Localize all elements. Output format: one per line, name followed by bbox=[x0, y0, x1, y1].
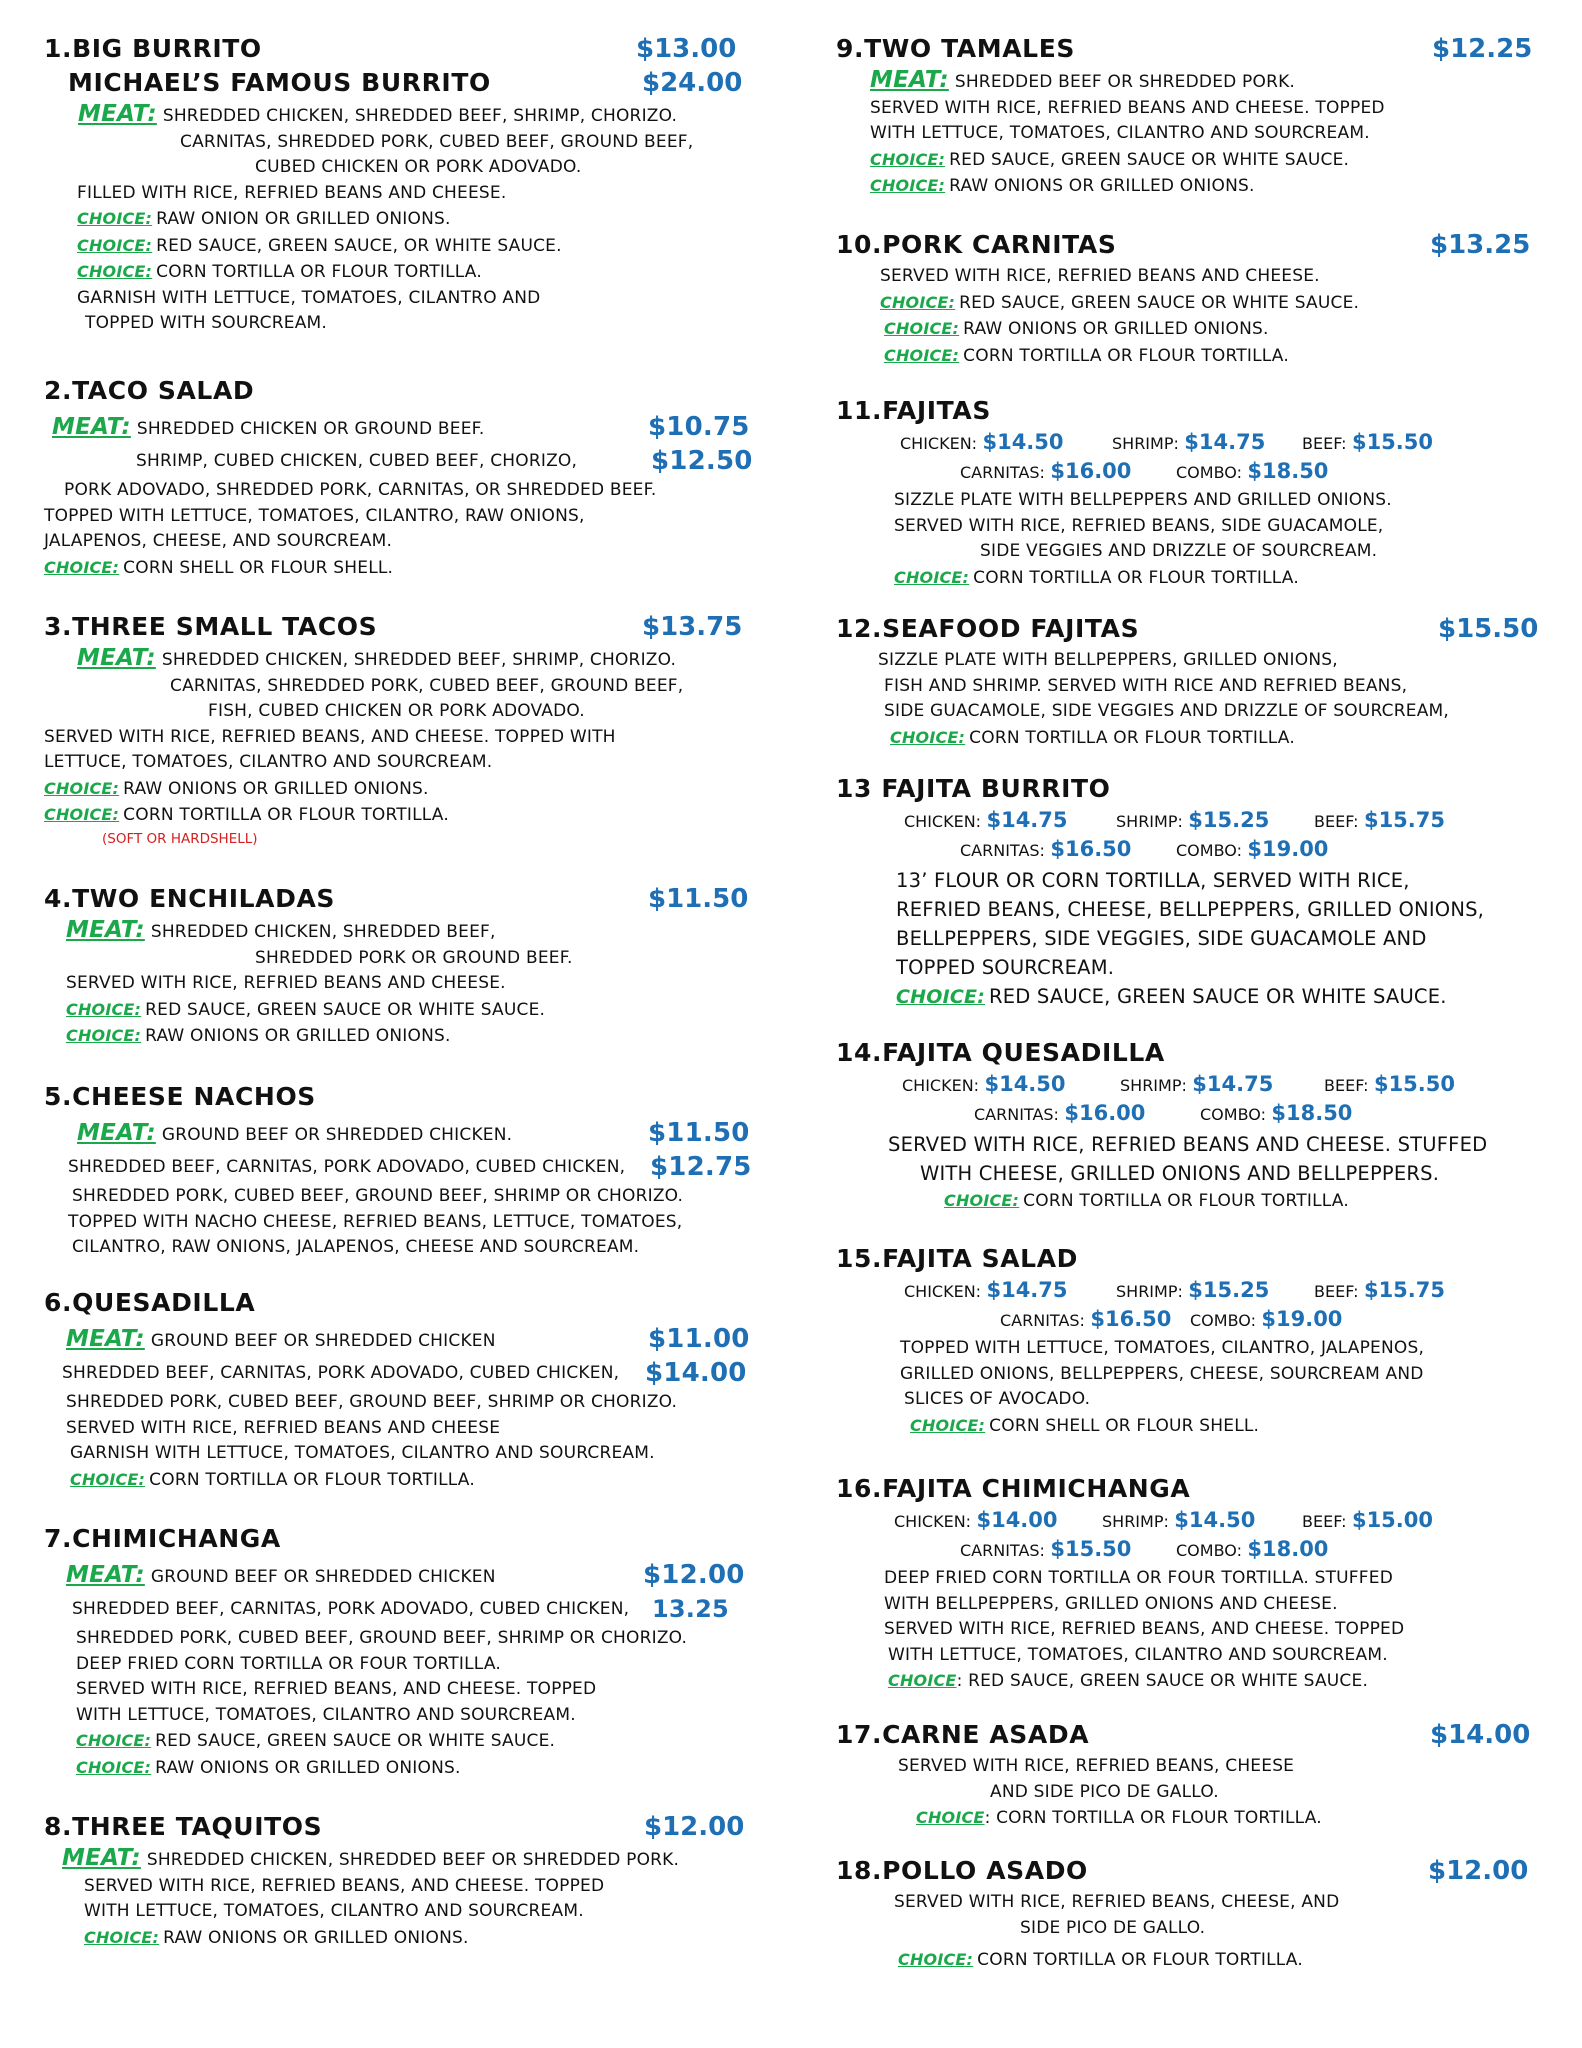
option-combo: COMBO: $19.00 bbox=[1176, 837, 1329, 861]
description-line: SERVED WITH RICE, REFRIED BEANS AND CHEESE. bbox=[66, 973, 506, 993]
meat-line: GROUND BEEF OR SHREDDED CHICKEN bbox=[150, 1567, 496, 1587]
choice-text: CORN SHELL OR FLOUR SHELL. bbox=[123, 557, 394, 578]
choice-text: CORN TORTILLA OR FLOUR TORTILLA. bbox=[123, 805, 449, 825]
description-line: WITH LETTUCE, TOMATOES, CILANTRO AND SOURCREAM. bbox=[84, 1901, 584, 1921]
meat-line: CARNITAS, SHREDDED PORK, CUBED BEEF, GROUND BEEF, bbox=[170, 675, 684, 696]
menu-item-pollo-asado bbox=[836, 1856, 1548, 1976]
description-line: GRILLED ONIONS, BELLPEPPERS, CHEESE, SOURCREAM AND bbox=[900, 1363, 1424, 1384]
description-line: WITH CHEESE, GRILLED ONIONS AND BELLPEPPERS. bbox=[920, 1162, 1440, 1185]
choice-text: RAW ONIONS OR GRILLED ONIONS. bbox=[123, 778, 429, 799]
choice-label: CHOICE: bbox=[77, 235, 153, 255]
menu-item-two-enchiladas bbox=[44, 884, 764, 1080]
item-price: $11.00 bbox=[648, 1324, 750, 1354]
item-price: $14.00 bbox=[1430, 1720, 1531, 1750]
meat-line: SHREDDED CHICKEN OR GROUND BEEF. bbox=[136, 419, 485, 439]
item-title: 16.FAJITA CHIMICHANGA bbox=[836, 1474, 1191, 1503]
item-title: 4.TWO ENCHILADAS bbox=[44, 884, 336, 913]
meat-label: MEAT: bbox=[62, 1845, 141, 1871]
meat-line: SHREDDED CHICKEN, SHREDDED BEEF OR SHREDDED PORK. bbox=[146, 1850, 680, 1870]
item-price: $14.00 bbox=[645, 1358, 747, 1388]
choice-text: CORN TORTILLA OR FLOUR TORTILLA. bbox=[149, 1469, 475, 1490]
choice-text: CORN SHELL OR FLOUR SHELL. bbox=[989, 1415, 1260, 1436]
menu-item-three-taquitos bbox=[44, 1812, 764, 1962]
choice-text: RED SAUCE, GREEN SAUCE, OR WHITE SAUCE. bbox=[156, 235, 562, 256]
option-chicken: CHICKEN: $14.50 bbox=[900, 430, 1064, 454]
description-line: SERVED WITH RICE, REFRIED BEANS AND CHEESE. STUFFED bbox=[888, 1133, 1488, 1156]
choice-label: CHOICE bbox=[888, 1671, 957, 1690]
choice-text: RED SAUCE, GREEN SAUCE OR WHITE SAUCE. bbox=[949, 149, 1350, 170]
choice-label: CHOICE: bbox=[44, 557, 120, 577]
description-line: WITH BELLPEPPERS, GRILLED ONIONS AND CHEESE. bbox=[884, 1593, 1338, 1614]
description-line: TOPPED SOURCREAM. bbox=[896, 956, 1115, 979]
choice-label: CHOICE: bbox=[894, 567, 970, 587]
item-price: $12.00 bbox=[1428, 1856, 1529, 1886]
meat-line: SHREDDED BEEF, CARNITAS, PORK ADOVADO, CUBED CHICKEN, bbox=[62, 1363, 620, 1383]
choice-text: RED SAUCE, GREEN SAUCE OR WHITE SAUCE. bbox=[959, 292, 1360, 313]
item-price: $13.00 bbox=[636, 34, 737, 64]
item-price: $10.75 bbox=[648, 412, 750, 442]
option-beef: BEEF: $15.50 bbox=[1302, 430, 1433, 454]
choice-label: CHOICE: bbox=[884, 345, 960, 365]
option-chicken: CHICKEN: $14.00 bbox=[894, 1508, 1058, 1532]
description-line: SLICES OF AVOCADO. bbox=[904, 1389, 1091, 1409]
meat-line: SHREDDED CHICKEN, SHREDDED BEEF, SHRIMP, CHORIZO. bbox=[161, 650, 677, 670]
description-line: FILLED WITH RICE, REFRIED BEANS AND CHEESE. bbox=[77, 182, 507, 203]
description-line: SHREDDED PORK, CUBED BEEF, GROUND BEEF, SHRIMP OR CHORIZO. bbox=[66, 1392, 678, 1412]
description-line: SERVED WITH RICE, REFRIED BEANS, AND CHEESE. TOPPED bbox=[884, 1619, 1405, 1639]
description-line: SIZZLE PLATE WITH BELLPEPPERS, GRILLED ONIONS, bbox=[878, 650, 1338, 670]
option-beef: BEEF: $15.75 bbox=[1314, 808, 1445, 832]
item-subtitle: MICHAEL’S FAMOUS BURRITO bbox=[68, 68, 491, 97]
item-price: $12.25 bbox=[1432, 34, 1533, 64]
menu-item-three-small-tacos bbox=[44, 612, 764, 870]
item-price: $11.50 bbox=[648, 884, 749, 914]
description-line: WITH LETTUCE, TOMATOES, CILANTRO AND SOURCREAM. bbox=[888, 1644, 1388, 1665]
choice-label: CHOICE: bbox=[944, 1191, 1020, 1210]
description-line: GARNISH WITH LETTUCE, TOMATOES, CILANTRO AND SOURCREAM. bbox=[70, 1443, 655, 1463]
choice-text: RAW ONION OR GRILLED ONIONS. bbox=[156, 209, 451, 229]
meat-label: MEAT: bbox=[77, 645, 156, 671]
option-shrimp: SHRIMP: $14.50 bbox=[1102, 1508, 1256, 1532]
menu-item-taco-salad bbox=[44, 376, 764, 608]
choice-text: RAW ONIONS OR GRILLED ONIONS. bbox=[163, 1927, 469, 1948]
meat-label: MEAT: bbox=[66, 1326, 145, 1352]
description-line: SERVED WITH RICE, REFRIED BEANS, SIDE GUACAMOLE, bbox=[894, 515, 1384, 536]
choice-text: CORN TORTILLA OR FLOUR TORTILLA. bbox=[1023, 1191, 1349, 1211]
choice-label: CHOICE: bbox=[76, 1757, 152, 1777]
menu-item-big-burrito bbox=[44, 34, 764, 366]
choice-text: CORN TORTILLA OR FLOUR TORTILLA. bbox=[969, 727, 1295, 748]
item-title: 13 FAJITA BURRITO bbox=[836, 774, 1111, 803]
item-price: $12.00 bbox=[644, 1812, 745, 1842]
choice-label: CHOICE: bbox=[910, 1415, 986, 1435]
item-subtitle-price: $24.00 bbox=[642, 68, 743, 98]
item-price: $13.25 bbox=[1430, 230, 1531, 260]
meat-label: MEAT: bbox=[66, 917, 145, 943]
option-combo: COMBO: $18.50 bbox=[1200, 1101, 1353, 1125]
item-title: 10.PORK CARNITAS bbox=[836, 230, 1117, 259]
meat-label: MEAT: bbox=[77, 1120, 156, 1146]
description-line: SIZZLE PLATE WITH BELLPEPPERS AND GRILLED ONIONS. bbox=[894, 490, 1392, 510]
description-line: SHREDDED PORK, CUBED BEEF, GROUND BEEF, SHRIMP OR CHORIZO. bbox=[76, 1628, 688, 1648]
choice-label: CHOICE: bbox=[884, 319, 960, 338]
item-title: 1.BIG BURRITO bbox=[44, 34, 262, 63]
meat-line: CARNITAS, SHREDDED PORK, CUBED BEEF, GROUND BEEF, bbox=[180, 131, 694, 152]
choice-text: RAW ONIONS OR GRILLED ONIONS. bbox=[949, 176, 1255, 196]
choice-label: CHOICE: bbox=[77, 262, 153, 281]
item-title: 6.QUESADILLA bbox=[44, 1288, 256, 1317]
meat-label: MEAT: bbox=[52, 414, 131, 440]
meat-line: SHREDDED PORK OR GROUND BEEF. bbox=[255, 947, 573, 968]
choice-label: CHOICE: bbox=[66, 999, 142, 1019]
menu-item-two-tamales bbox=[836, 34, 1548, 230]
description-line: SIDE PICO DE GALLO. bbox=[1020, 1917, 1206, 1938]
item-price: $12.50 bbox=[651, 446, 753, 476]
choice-label: CHOICE: bbox=[66, 1026, 142, 1045]
meat-label: MEAT: bbox=[78, 101, 157, 127]
item-title: 17.CARNE ASADA bbox=[836, 1720, 1090, 1749]
description-line: SERVED WITH RICE, REFRIED BEANS, AND CHEESE. TOPPED WITH bbox=[44, 726, 616, 747]
option-beef: BEEF: $15.00 bbox=[1302, 1508, 1433, 1532]
meat-line: GROUND BEEF OR SHREDDED CHICKEN. bbox=[161, 1125, 513, 1145]
option-chicken: CHICKEN: $14.50 bbox=[902, 1072, 1066, 1096]
description-line: SIDE VEGGIES AND DRIZZLE OF SOURCREAM. bbox=[980, 541, 1378, 561]
option-shrimp: SHRIMP: $14.75 bbox=[1120, 1072, 1274, 1096]
menu-item-fajita-salad bbox=[836, 1244, 1548, 1474]
option-combo: COMBO: $18.00 bbox=[1176, 1537, 1329, 1561]
description-line: GARNISH WITH LETTUCE, TOMATOES, CILANTRO AND bbox=[77, 287, 541, 308]
choice-label: CHOICE: bbox=[870, 176, 946, 195]
choice-label: CHOICE: bbox=[84, 1927, 160, 1947]
menu-item-fajita-burrito bbox=[836, 774, 1548, 1038]
option-combo: COMBO: $19.00 bbox=[1190, 1307, 1343, 1331]
description-line: WITH LETTUCE, TOMATOES, CILANTRO AND SOURCREAM. bbox=[76, 1704, 576, 1725]
menu-item-cheese-nachos bbox=[44, 1082, 764, 1286]
item-price: $15.50 bbox=[1438, 614, 1539, 644]
choice-text: : CORN TORTILLA OR FLOUR TORTILLA. bbox=[984, 1808, 1322, 1828]
item-title: 3.THREE SMALL TACOS bbox=[44, 612, 378, 641]
choice-text: RED SAUCE, GREEN SAUCE OR WHITE SAUCE. bbox=[989, 985, 1447, 1008]
item-title: 9.TWO TAMALES bbox=[836, 34, 1075, 63]
description-line: TOPPED WITH SOURCREAM. bbox=[85, 313, 328, 333]
description-line: JALAPENOS, CHEESE, AND SOURCREAM. bbox=[44, 531, 393, 551]
choice-label: CHOICE: bbox=[77, 209, 153, 228]
description-line: FISH AND SHRIMP. SERVED WITH RICE AND REFRIED BEANS, bbox=[884, 675, 1408, 696]
item-title: 2.TACO SALAD bbox=[44, 376, 255, 405]
meat-label: MEAT: bbox=[870, 67, 949, 93]
note-text: (SOFT OR HARDSHELL) bbox=[102, 830, 258, 847]
option-carnitas: CARNITAS: $16.00 bbox=[960, 459, 1132, 483]
description-line: WITH LETTUCE, TOMATOES, CILANTRO AND SOURCREAM. bbox=[870, 123, 1370, 143]
description-line: SERVED WITH RICE, REFRIED BEANS, CHEESE, AND bbox=[894, 1892, 1340, 1912]
meat-line: SHREDDED CHICKEN, SHREDDED BEEF, SHRIMP, CHORIZO. bbox=[162, 106, 678, 126]
item-price: $12.00 bbox=[643, 1560, 745, 1590]
item-price: $13.75 bbox=[642, 612, 743, 642]
menu-item-fajita-chimichanga bbox=[836, 1474, 1548, 1720]
description-line: PORK ADOVADO, SHREDDED PORK, CARNITAS, OR SHREDDED BEEF. bbox=[64, 480, 657, 500]
item-title: 5.CHEESE NACHOS bbox=[44, 1082, 316, 1111]
menu-item-fajitas bbox=[836, 396, 1548, 614]
option-carnitas: CARNITAS: $16.00 bbox=[974, 1101, 1146, 1125]
choice-label: CHOICE bbox=[916, 1808, 985, 1827]
description-line: TOPPED WITH NACHO CHEESE, REFRIED BEANS, LETTUCE, TOMATOES, bbox=[68, 1211, 683, 1232]
item-price: 13.25 bbox=[652, 1595, 729, 1623]
meat-line: SHREDDED BEEF, CARNITAS, PORK ADOVADO, CUBED CHICKEN, bbox=[68, 1157, 626, 1177]
item-title: 15.FAJITA SALAD bbox=[836, 1244, 1079, 1273]
choice-text: CORN TORTILLA OR FLOUR TORTILLA. bbox=[973, 567, 1299, 588]
option-carnitas: CARNITAS: $16.50 bbox=[1000, 1307, 1172, 1331]
choice-text: CORN TORTILLA OR FLOUR TORTILLA. bbox=[977, 1950, 1303, 1970]
menu-item-quesadilla bbox=[44, 1288, 764, 1524]
meat-line: CUBED CHICKEN OR PORK ADOVADO. bbox=[255, 157, 582, 177]
menu-item-seafood-fajitas bbox=[836, 614, 1548, 774]
menu-item-carne-asada bbox=[836, 1720, 1548, 1856]
description-line: REFRIED BEANS, CHEESE, BELLPEPPERS, GRILLED ONIONS, bbox=[896, 898, 1485, 921]
choice-text: RED SAUCE, GREEN SAUCE OR WHITE SAUCE. bbox=[145, 999, 546, 1020]
choice-text: RAW ONIONS OR GRILLED ONIONS. bbox=[155, 1757, 461, 1778]
description-line: SERVED WITH RICE, REFRIED BEANS AND CHEESE. bbox=[880, 266, 1320, 286]
meat-line: SHRIMP, CUBED CHICKEN, CUBED BEEF, CHORIZO, bbox=[136, 451, 578, 471]
meat-line: SHREDDED BEEF OR SHREDDED PORK. bbox=[954, 72, 1296, 92]
description-line: 13’ FLOUR OR CORN TORTILLA, SERVED WITH RICE, bbox=[896, 869, 1410, 892]
choice-text: RAW ONIONS OR GRILLED ONIONS. bbox=[145, 1026, 451, 1046]
description-line: DEEP FRIED CORN TORTILLA OR FOUR TORTILLA. bbox=[76, 1653, 501, 1674]
menu-item-chimichanga bbox=[44, 1524, 764, 1812]
choice-label: CHOICE: bbox=[896, 986, 985, 1008]
menu-column-left bbox=[44, 34, 764, 1962]
description-line: AND SIDE PICO DE GALLO. bbox=[990, 1781, 1219, 1802]
option-beef: BEEF: $15.50 bbox=[1324, 1072, 1455, 1096]
choice-text: : RED SAUCE, GREEN SAUCE OR WHITE SAUCE. bbox=[956, 1671, 1369, 1691]
choice-text: RED SAUCE, GREEN SAUCE OR WHITE SAUCE. bbox=[155, 1731, 556, 1751]
description-line: CILANTRO, RAW ONIONS, JALAPENOS, CHEESE AND SOURCREAM. bbox=[72, 1237, 640, 1257]
description-line: SERVED WITH RICE, REFRIED BEANS, CHEESE bbox=[898, 1756, 1295, 1776]
option-carnitas: CARNITAS: $15.50 bbox=[960, 1537, 1132, 1561]
description-line: SIDE GUACAMOLE, SIDE VEGGIES AND DRIZZLE OF SOURCREAM, bbox=[884, 701, 1449, 721]
option-chicken: CHICKEN: $14.75 bbox=[904, 808, 1068, 832]
choice-label: CHOICE: bbox=[890, 727, 966, 747]
option-shrimp: SHRIMP: $15.25 bbox=[1116, 808, 1270, 832]
choice-label: CHOICE: bbox=[44, 778, 120, 798]
choice-text: RAW ONIONS OR GRILLED ONIONS. bbox=[963, 319, 1269, 339]
choice-label: CHOICE: bbox=[898, 1950, 974, 1969]
menu-column-right bbox=[836, 34, 1548, 1976]
item-title: 11.FAJITAS bbox=[836, 396, 991, 425]
menu-item-fajita-quesadilla bbox=[836, 1038, 1548, 1244]
item-title: 18.POLLO ASADO bbox=[836, 1856, 1088, 1885]
description-line: SHREDDED PORK, CUBED BEEF, GROUND BEEF, SHRIMP OR CHORIZO. bbox=[72, 1186, 684, 1206]
description-line: SERVED WITH RICE, REFRIED BEANS, AND CHEESE. TOPPED bbox=[84, 1875, 605, 1896]
meat-line: SHREDDED CHICKEN, SHREDDED BEEF, bbox=[150, 922, 496, 942]
description-line: LETTUCE, TOMATOES, CILANTRO AND SOURCREAM. bbox=[44, 752, 493, 772]
choice-label: CHOICE: bbox=[870, 149, 946, 169]
description-line: BELLPEPPERS, SIDE VEGGIES, SIDE GUACAMOLE AND bbox=[896, 927, 1427, 950]
option-chicken: CHICKEN: $14.75 bbox=[904, 1278, 1068, 1302]
item-title: 12.SEAFOOD FAJITAS bbox=[836, 614, 1140, 643]
description-line: SERVED WITH RICE, REFRIED BEANS, AND CHEESE. TOPPED bbox=[76, 1679, 597, 1699]
option-combo: COMBO: $18.50 bbox=[1176, 459, 1329, 483]
item-title: 14.FAJITA QUESADILLA bbox=[836, 1038, 1165, 1067]
item-price: $11.50 bbox=[648, 1118, 750, 1148]
item-title: 8.THREE TAQUITOS bbox=[44, 1812, 323, 1841]
description-line: SERVED WITH RICE, REFRIED BEANS AND CHEESE. TOPPED bbox=[870, 97, 1385, 118]
option-carnitas: CARNITAS: $16.50 bbox=[960, 837, 1132, 861]
choice-label: CHOICE: bbox=[70, 1469, 146, 1489]
menu-item-pork-carnitas bbox=[836, 230, 1548, 396]
meat-line: FISH, CUBED CHICKEN OR PORK ADOVADO. bbox=[208, 701, 585, 721]
meat-label: MEAT: bbox=[66, 1562, 145, 1588]
meat-line: GROUND BEEF OR SHREDDED CHICKEN bbox=[150, 1331, 496, 1351]
option-shrimp: SHRIMP: $15.25 bbox=[1116, 1278, 1270, 1302]
choice-text: CORN TORTILLA OR FLOUR TORTILLA. bbox=[156, 262, 482, 282]
choice-label: CHOICE: bbox=[76, 1731, 152, 1750]
description-line: DEEP FRIED CORN TORTILLA OR FOUR TORTILLA. STUFFED bbox=[884, 1568, 1393, 1588]
choice-label: CHOICE: bbox=[44, 805, 120, 824]
item-price: $12.75 bbox=[650, 1152, 752, 1182]
option-shrimp: SHRIMP: $14.75 bbox=[1112, 430, 1266, 454]
item-title: 7.CHIMICHANGA bbox=[44, 1524, 281, 1553]
choice-text: CORN TORTILLA OR FLOUR TORTILLA. bbox=[963, 345, 1289, 366]
choice-label: CHOICE: bbox=[880, 292, 956, 312]
description-line: TOPPED WITH LETTUCE, TOMATOES, CILANTRO, RAW ONIONS, bbox=[44, 505, 585, 526]
description-line: TOPPED WITH LETTUCE, TOMATOES, CILANTRO, JALAPENOS, bbox=[900, 1338, 1425, 1358]
description-line: SERVED WITH RICE, REFRIED BEANS AND CHEESE bbox=[66, 1417, 501, 1438]
meat-line: SHREDDED BEEF, CARNITAS, PORK ADOVADO, CUBED CHICKEN, bbox=[72, 1599, 630, 1619]
option-beef: BEEF: $15.75 bbox=[1314, 1278, 1445, 1302]
